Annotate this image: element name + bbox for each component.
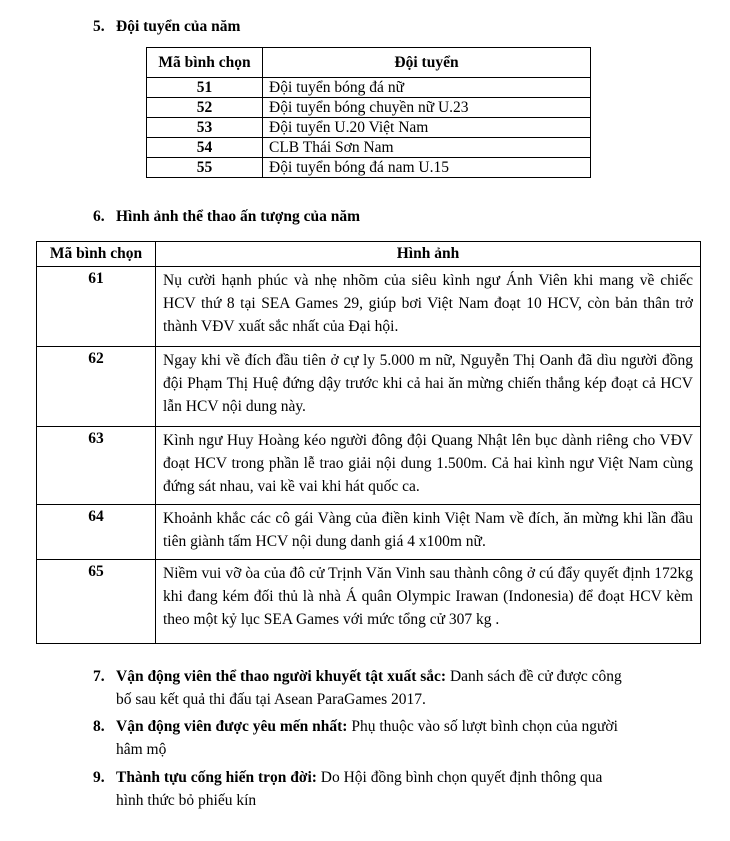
section-title: Hình ảnh thể thao ấn tượng của năm: [116, 208, 360, 225]
image-description: Kình ngư Huy Hoàng kéo người đông đội Quang Nhật lên bục dành riêng cho VĐV đoạt HCV trong phần lễ trao giải nội dung 1.500m. Cả hai kình ngư Việt Nam cùng đứng sát nhau, vai kề vai khi hát quốc ca.: [156, 427, 701, 505]
item-text-line1: Phụ thuộc vào số lượt bình chọn của người: [351, 718, 618, 735]
vote-code: 52: [147, 98, 263, 118]
header-team: Đội tuyển: [263, 48, 591, 78]
table-row: [37, 347, 701, 427]
table-header-row: [147, 48, 591, 78]
table-row: [37, 505, 701, 560]
team-name: Đội tuyển U.20 Việt Nam: [263, 118, 591, 138]
table-row: [37, 427, 701, 505]
vote-code: 51: [147, 78, 263, 98]
section-number: 5.: [93, 18, 105, 35]
team-of-year-table: [146, 47, 591, 178]
vote-code: 65: [37, 560, 156, 644]
header-code: Mã bình chọn: [147, 48, 263, 78]
item-text-line1: Do Hội đồng bình chọn quyết định thông qua: [320, 769, 603, 786]
table-row: [147, 118, 591, 138]
item-title: Vận động viên thể thao người khuyết tật xuất sắc:: [116, 668, 447, 685]
item-text-line1: Danh sách đề cử được công: [449, 668, 622, 685]
section-number: 6.: [93, 208, 105, 225]
header-image: Hình ảnh: [156, 242, 701, 267]
vote-code: 62: [37, 347, 156, 427]
section-6-heading: [93, 208, 360, 226]
table-row: [37, 560, 701, 644]
item-8: [93, 715, 668, 761]
table-row: [147, 138, 591, 158]
sports-image-table: [36, 241, 701, 644]
table-row: [37, 267, 701, 347]
item-number: 9.: [93, 769, 105, 786]
item-9: [93, 766, 668, 812]
section-5-heading: [93, 18, 240, 36]
table-row: [147, 158, 591, 178]
image-description: Nụ cười hạnh phúc và nhẹ nhõm của siêu kình ngư Ánh Viên khi mang về chiếc HCV thứ 8 tại SEA Games 29, giúp bơi Việt Nam đoạt 10 HCV, còn bản thân trở thành VĐV xuất sắc nhất của Đại hội.: [156, 267, 701, 347]
item-text-line2: bố sau kết quả thi đấu tại Asean ParaGames 2017.: [116, 691, 426, 708]
item-number: 7.: [93, 668, 105, 685]
section-title: Đội tuyển của năm: [116, 18, 241, 35]
vote-code: 61: [37, 267, 156, 347]
vote-code: 64: [37, 505, 156, 560]
vote-code: 53: [147, 118, 263, 138]
image-description: Khoảnh khắc các cô gái Vàng của điền kinh Việt Nam về đích, ăn mừng khi lần đầu tiên giành tấm HCV nội dung danh giá 4 x100m nữ.: [156, 505, 701, 560]
table-row: [147, 78, 591, 98]
item-7: [93, 665, 668, 711]
team-name: Đội tuyển bóng chuyền nữ U.23: [263, 98, 591, 118]
item-text-line2: hình thức bỏ phiếu kín: [116, 792, 257, 809]
header-code: Mã bình chọn: [37, 242, 156, 267]
team-name: CLB Thái Sơn Nam: [263, 138, 591, 158]
item-title: Thành tựu cống hiến trọn đời:: [116, 769, 317, 786]
item-text-line2: hâm mộ: [116, 741, 167, 758]
image-description: Ngay khi về đích đầu tiên ở cự ly 5.000 m nữ, Nguyễn Thị Oanh đã dìu người đồng đội Phạm Thị Huệ đứng dậy trước khi cả hai ăn mừng chiến thắng kép đoạt cả HCV lẫn HCV nội dung này.: [156, 347, 701, 427]
item-title: Vận động viên được yêu mến nhất:: [116, 718, 348, 735]
image-description: Niềm vui vỡ òa của đô cử Trịnh Văn Vinh sau thành công ở cú đẩy quyết định 172kg khi đang kém đối thủ là nhà Á quân Olympic Irawan (Indonesia) để đoạt HCV kèm theo một kỷ lục SEA Games với mức tổng cử 307 kg .: [156, 560, 701, 644]
table-row: [147, 98, 591, 118]
item-number: 8.: [93, 718, 105, 735]
vote-code: 63: [37, 427, 156, 505]
vote-code: 55: [147, 158, 263, 178]
vote-code: 54: [147, 138, 263, 158]
team-name: Đội tuyển bóng đá nữ: [263, 78, 591, 98]
table-header-row: [37, 242, 701, 267]
team-name: Đội tuyển bóng đá nam U.15: [263, 158, 591, 178]
